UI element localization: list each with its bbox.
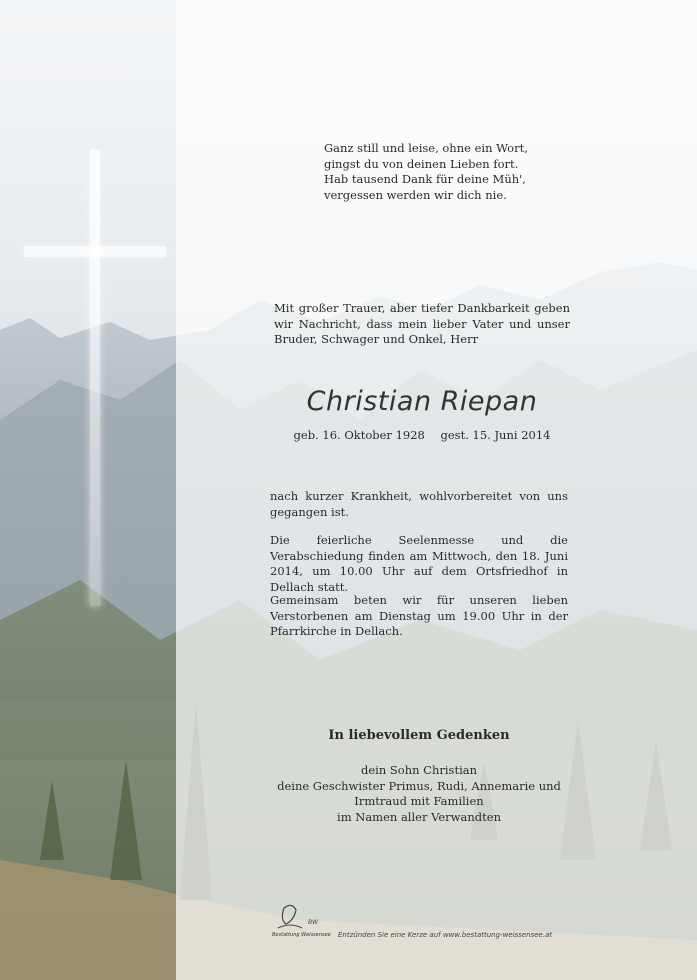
poem-line: vergessen werden wir dich nie. xyxy=(324,187,507,202)
survivor-line: dein Sohn Christian xyxy=(360,763,478,777)
announcement-intro: Mit großer Trauer, aber tiefer Dankbarkeit geben wir Nachricht, dass mein lieber Vater und unser Bruder, Schwager und Onkel, Herr xyxy=(274,301,570,346)
poem-line: gingst du von deinen Lieben fort. xyxy=(324,156,519,171)
prayer-paragraph: Gemeinsam beten wir für unseren lieben Verstorbenen am Dienstag um 19.00 Uhr in der Pfarrkirche in Dellach. xyxy=(270,593,568,638)
footer xyxy=(272,902,572,942)
poem-line: Ganz still und leise, ohne ein Wort, xyxy=(324,141,528,155)
survivors-list xyxy=(270,763,568,825)
candle-link[interactable]: Entzünden Sie eine Kerze auf www.bestattung-weissensee.at xyxy=(338,931,553,939)
deceased-name: Christian Riepan xyxy=(306,386,538,417)
service-paragraph: Die feierliche Seelenmesse und die Verabschiedung finden am Mittwoch, den 18. Juni 2014, um 10.00 Uhr auf dem Ortsfriedhof in Dellach statt. xyxy=(270,533,568,594)
birth-date: geb. 16. Oktober 1928 xyxy=(293,428,425,442)
logo-text: Bestattung Weissensee xyxy=(272,932,331,938)
svg-text:BW: BW xyxy=(308,919,319,926)
death-date: gest. 15. Juni 2014 xyxy=(440,428,551,442)
passing-paragraph: nach kurzer Krankheit, wohlvorbereitet von uns gegangen ist. xyxy=(270,489,568,519)
poem-line: Hab tausend Dank für deine Müh', xyxy=(324,172,526,186)
funeral-home-logo xyxy=(272,902,334,942)
survivor-line: Irmtraud mit Familien xyxy=(354,794,484,808)
memory-heading: In liebevollem Gedenken xyxy=(328,728,510,743)
survivor-line: deine Geschwister Primus, Rudi, Annemarie und xyxy=(277,778,561,793)
life-dates xyxy=(270,428,574,442)
poem xyxy=(324,141,528,203)
survivor-line: im Namen aller Verwandten xyxy=(337,809,501,824)
